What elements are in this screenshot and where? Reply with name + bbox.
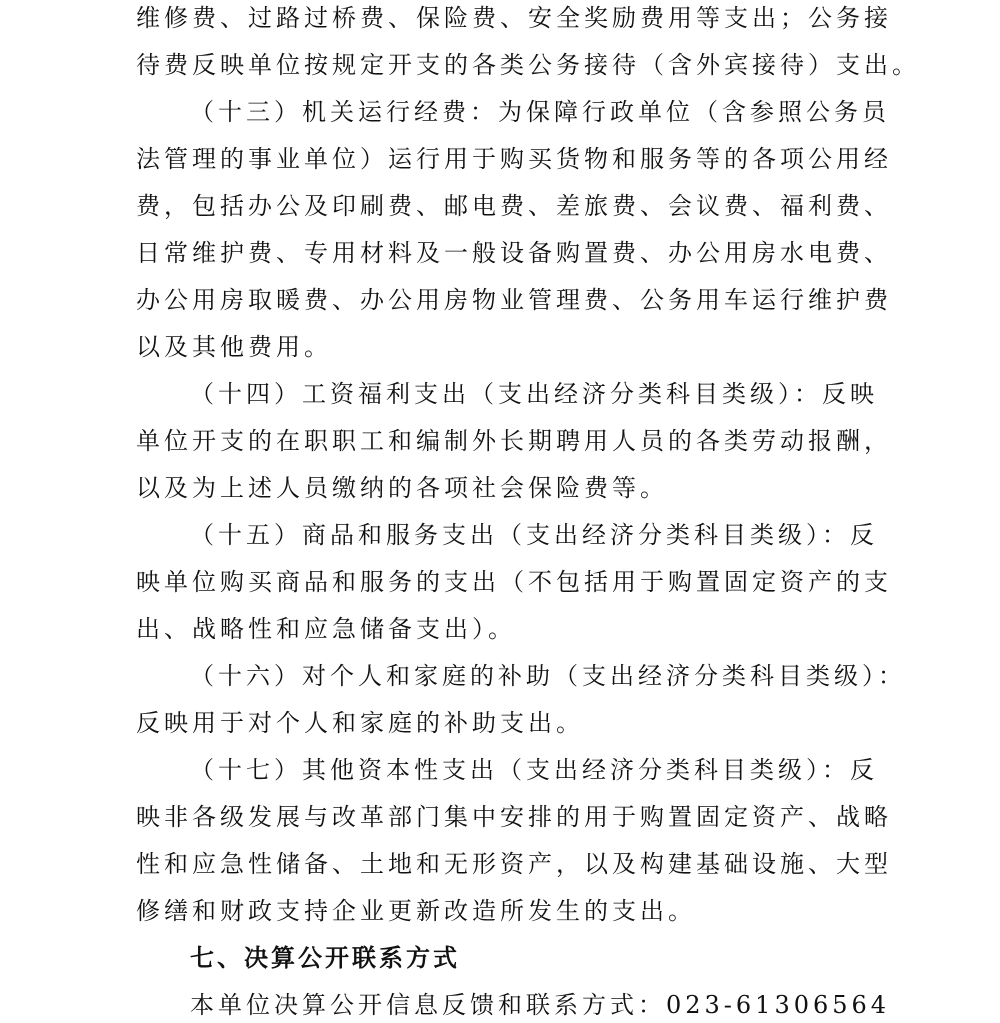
text-line-2: 待费反映单位按规定开支的各类公务接待（含外宾接待）支出。: [136, 51, 920, 79]
text-line-6: 日常维护费、专用材料及一般设备购置费、办公用房水电费、: [136, 239, 892, 267]
text-line-19: 性和应急性储备、土地和无形资产，以及构建基础设施、大型: [136, 850, 892, 878]
contact-line: 本单位决算公开信息反馈和联系方式：023-61306564: [190, 991, 891, 1019]
item-17-heading-line: （十七）其他资本性支出（支出经济分类科目类级）：反: [190, 756, 878, 784]
item-14-heading-line: （十四）工资福利支出（支出经济分类科目类级）：反映: [190, 380, 878, 408]
text-line-20: 修缮和财政支持企业更新改造所发生的支出。: [136, 897, 696, 925]
text-line-4: 法管理的事业单位）运行用于购买货物和服务等的各项公用经: [136, 145, 892, 173]
text-line-14: 出、战略性和应急储备支出）。: [136, 615, 516, 643]
text-line-11: 以及为上述人员缴纳的各项社会保险费等。: [136, 474, 668, 502]
item-13-heading-line: （十三）机关运行经费：为保障行政单位（含参照公务员: [190, 98, 890, 126]
text-line-7: 办公用房取暖费、办公用房物业管理费、公务用车运行维护费: [136, 286, 892, 314]
text-line-1: 维修费、过路过桥费、保险费、安全奖励费用等支出；公务接: [136, 4, 892, 32]
section-heading: 七、决算公开联系方式: [190, 944, 460, 972]
item-15-heading-line: （十五）商品和服务支出（支出经济分类科目类级）：反: [190, 521, 878, 549]
text-line-13: 映单位购买商品和服务的支出（不包括用于购置固定资产的支: [136, 568, 892, 596]
text-line-5: 费，包括办公及印刷费、邮电费、差旅费、会议费、福利费、: [136, 192, 892, 220]
item-16-heading-line: （十六）对个人和家庭的补助（支出经济分类科目类级）：: [190, 662, 906, 690]
text-line-8: 以及其他费用。: [136, 333, 332, 361]
text-line-18: 映非各级发展与改革部门集中安排的用于购置固定资产、战略: [136, 803, 892, 831]
text-line-10: 单位开支的在职职工和编制外长期聘用人员的各类劳动报酬，: [136, 427, 892, 455]
text-line-16: 反映用于对个人和家庭的补助支出。: [136, 709, 584, 737]
